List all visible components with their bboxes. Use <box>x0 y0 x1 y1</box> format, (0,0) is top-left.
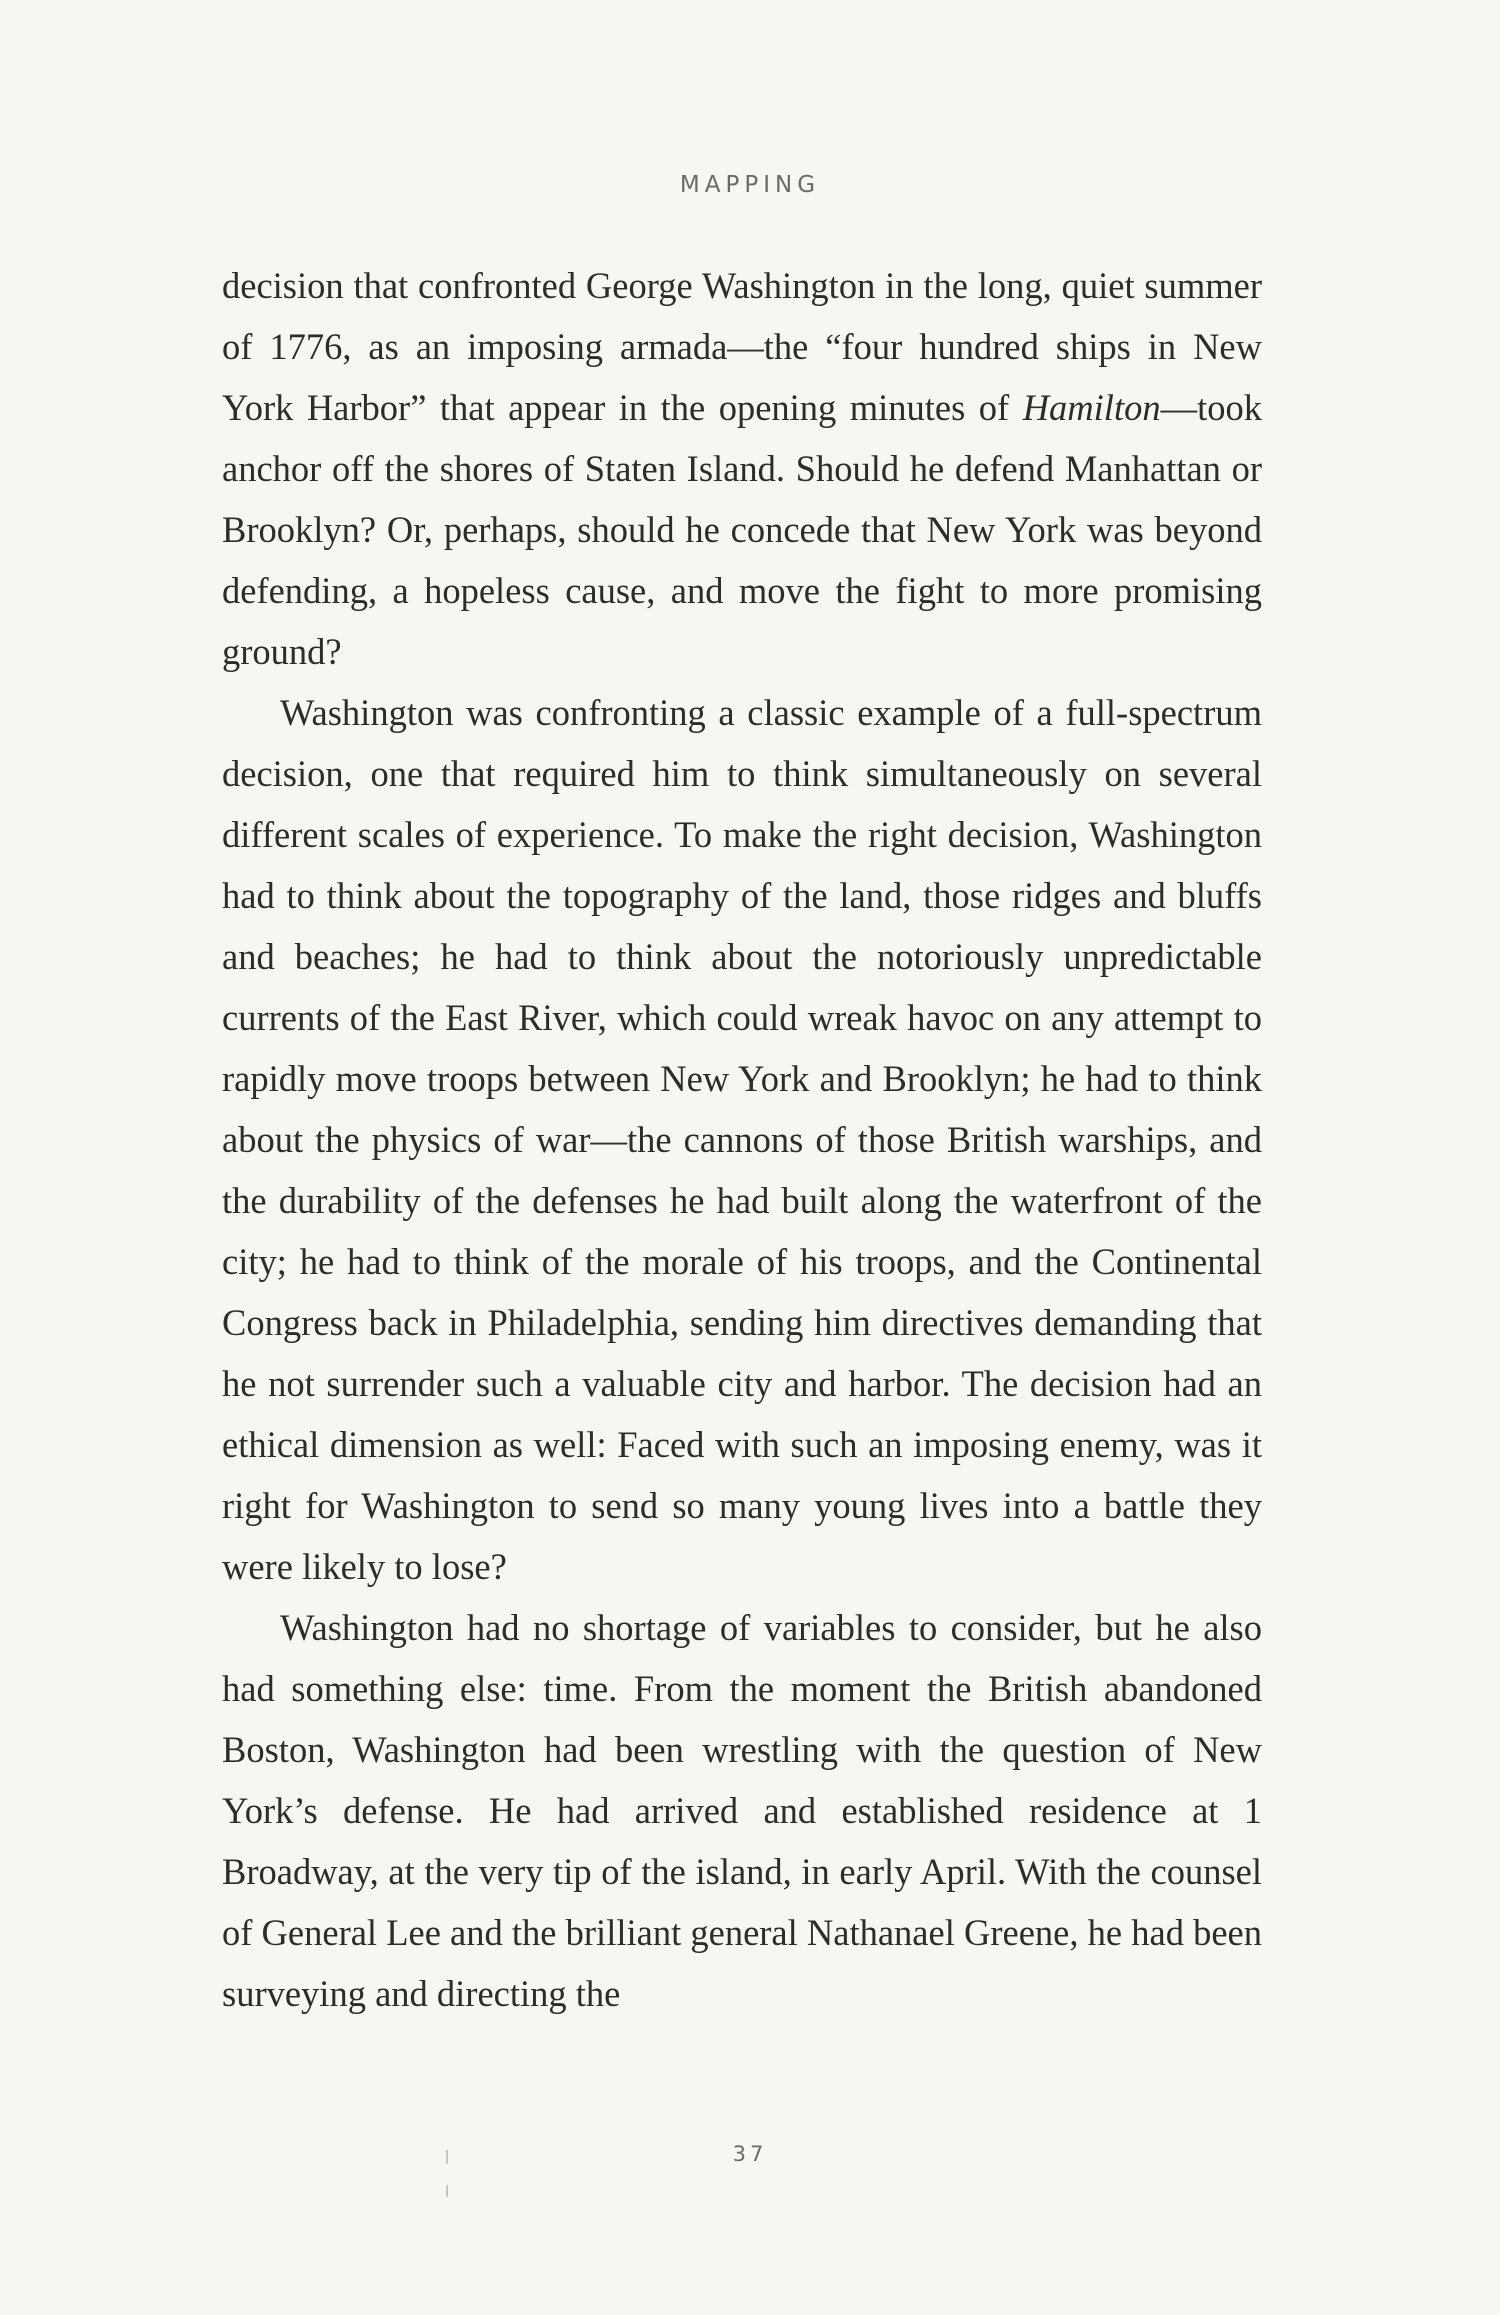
paragraph-1-start: decision that confronted George Washington in the long, quiet summer of 1776, as an imposing armada—the “four hundred ships in New York Harbor” that appear in the opening minutes of <box>222 265 1262 428</box>
running-head: MAPPING <box>679 172 821 198</box>
paragraph-3: Washington had no shortage of variables to consider, but he also had something else: time. From the moment the British abandoned Boston, Washington had been wrestling with the question of New York’s defense. He had arrived and established residence at 1 Broadway, at the very tip of the island, in early April. With the counsel of General Lee and the brilliant general Nathanael Greene, he had been surveying and directing the <box>222 1607 1262 2014</box>
body-text <box>222 255 1262 2024</box>
page-number: 37 <box>732 2142 768 2166</box>
scan-artifact-mark <box>446 2185 448 2197</box>
italic-title-hamilton: Hamilton <box>1022 387 1161 428</box>
paragraph-1 <box>222 255 1262 682</box>
paragraph-1-end: —took anchor off the shores of Staten Island. Should he defend Manhattan or Brooklyn? Or, perhaps, should he concede that New York was beyond defending, a hopeless cause, and move the fight to more promising ground? <box>222 387 1262 672</box>
scan-artifact-mark <box>446 2150 448 2164</box>
paragraph-2: Washington was confronting a classic example of a full-spectrum decision, one that required him to think simultaneously on several different scales of experience. To make the right decision, Washington had to think about the topography of the land, those ridges and bluffs and beaches; he had to think about the notoriously unpredictable currents of the East River, which could wreak havoc on any attempt to rapidly move troops between New York and Brooklyn; he had to think about the physics of war—the cannons of those British warships, and the durability of the defenses he had built along the waterfront of the city; he had to think of the morale of his troops, and the Continental Congress back in Philadelphia, sending him directives demanding that he not surrender such a valuable city and harbor. The decision had an ethical dimension as well: Faced with such an imposing enemy, was it right for Washington to send so many young lives into a battle they were likely to lose? <box>222 692 1262 1587</box>
